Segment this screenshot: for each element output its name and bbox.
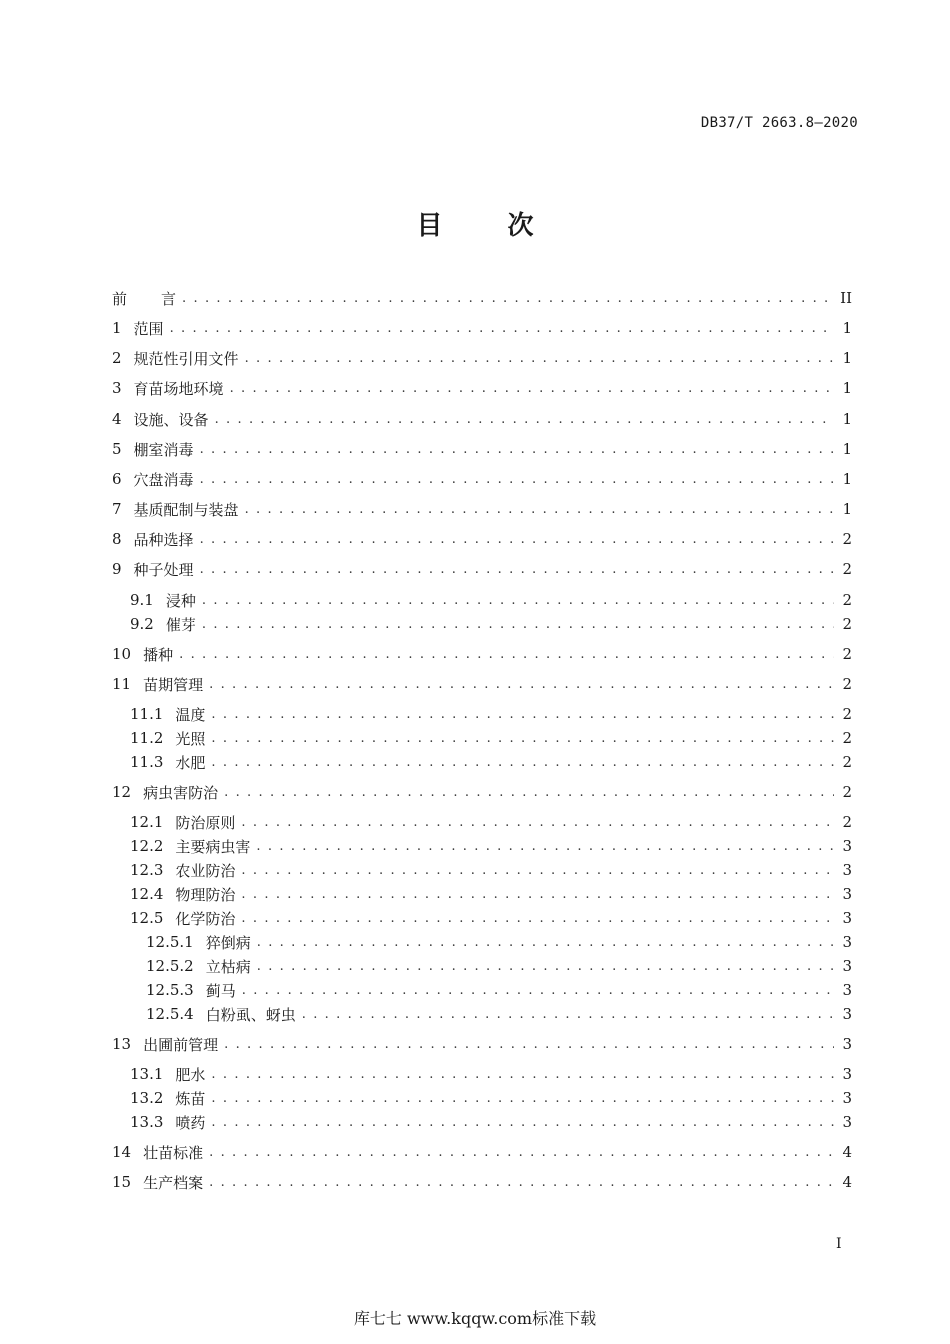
toc-dot-leader [241,863,834,878]
toc-entry-label: 育苗场地环境 [133,379,224,398]
toc-entry-number: 12.5.4 [146,1005,194,1023]
toc-entry-page: 2 [842,591,852,609]
toc-dot-leader [209,677,834,692]
toc-entry-page: 3 [842,1035,852,1053]
toc-dot-leader [215,412,834,427]
toc-dot-leader [202,593,834,608]
toc-entry-page: 1 [842,410,852,428]
toc-dot-leader [224,1037,834,1052]
toc-dot-leader [182,291,834,306]
toc-entry[interactable] [130,1064,852,1084]
toc-dot-leader [256,839,834,854]
toc-entry-number: 12.5.1 [146,933,194,951]
toc-entry[interactable] [112,439,852,459]
toc-entry-number: 13 [112,1035,132,1053]
toc-entry-page: 2 [842,675,852,693]
toc-entry-page: 3 [842,885,852,903]
toc-entry-number: 3 [112,379,122,397]
toc-entry-label: 光照 [175,729,206,748]
toc-entry-page: 3 [842,1005,852,1023]
toc-entry-page: 2 [842,560,852,578]
toc-entry-page: 3 [842,1065,852,1083]
toc-dot-leader [211,755,834,770]
toc-entry-page: 2 [842,530,852,548]
toc-dot-leader [211,1067,834,1082]
toc-dot-leader [200,562,834,577]
toc-entry-page: 2 [842,645,852,663]
toc-dot-leader [200,472,834,487]
toc-entry-label: 基质配制与装盘 [133,500,239,519]
toc-entry-label: 主要病虫害 [175,837,251,856]
toc-dot-leader [241,911,834,926]
toc-entry-page: 3 [842,933,852,951]
toc-entry[interactable] [130,752,852,772]
toc-entry-number: 1 [112,319,122,337]
toc-entry-number: 前 [112,289,128,308]
toc-dot-leader [179,647,834,662]
page-title [0,205,950,242]
toc-entry-number: 8 [112,530,122,548]
toc-entry-label: 防治原则 [175,813,236,832]
toc-dot-leader [200,532,834,547]
toc-dot-leader [257,959,834,974]
toc-entry-label: 喷药 [175,1113,206,1132]
toc-entry[interactable] [130,812,852,832]
toc-entry[interactable] [130,860,852,880]
toc-entry[interactable] [130,908,852,928]
toc-entry[interactable] [112,1172,852,1192]
toc-entry[interactable] [130,728,852,748]
toc-entry-number: 12.1 [130,813,164,831]
toc-entry-label: 物理防治 [175,885,236,904]
toc-entry-number: 12.5.3 [146,981,194,999]
toc-entry-number: 12.5 [130,909,164,927]
toc-entry-page: 2 [842,705,852,723]
toc-entry[interactable] [130,836,852,856]
toc-entry-number: 13.2 [130,1089,164,1107]
toc-dot-leader [241,815,834,830]
toc-entry-page: 1 [842,470,852,488]
toc-entry[interactable] [112,348,852,368]
toc-entry-number: 12 [112,783,132,801]
toc-entry-label: 催芽 [165,615,196,634]
toc-entry-page: 2 [842,615,852,633]
toc-entry[interactable] [130,590,852,610]
toc-entry-label: 壮苗标准 [143,1143,204,1162]
toc-entry-label: 炼苗 [175,1089,206,1108]
toc-entry[interactable] [146,1004,852,1024]
toc-entry[interactable] [146,956,852,976]
toc-entry[interactable] [130,884,852,904]
toc-entry-label: 生产档案 [143,1173,204,1192]
toc-entry-page: 3 [842,1113,852,1131]
toc-entry-label: 农业防治 [175,861,236,880]
toc-entry-page: 3 [842,861,852,879]
toc-entry[interactable] [112,529,852,549]
toc-dot-leader [230,381,834,396]
toc-entry-page: 3 [842,837,852,855]
toc-dot-leader [211,731,834,746]
toc-entry-label: 浸种 [165,591,196,610]
toc-dot-leader [224,785,834,800]
toc-entry-label: 种子处理 [133,560,194,579]
toc-entry-label: 白粉虱、蚜虫 [205,1005,296,1024]
toc-entry-label: 蓟马 [205,981,236,1000]
toc-entry-page: 2 [842,753,852,771]
toc-entry-page: 1 [842,379,852,397]
toc-entry-page: 2 [842,729,852,747]
toc-entry-number: 9 [112,560,122,578]
toc-entry-page: II [840,289,852,307]
toc-entry-page: 4 [842,1173,852,1191]
toc-entry-label: 立枯病 [205,957,251,976]
toc-entry-page: 3 [842,909,852,927]
toc-entry[interactable] [112,782,852,802]
document-code: DB37/T 2663.8—2020 [700,115,858,131]
toc-entry-label: 设施、设备 [133,410,209,429]
toc-entry-number: 11 [112,675,132,693]
toc-entry-label: 范围 [133,319,164,338]
toc-entry-page: 1 [842,440,852,458]
toc-dot-leader [209,1145,834,1160]
toc-entry[interactable] [130,614,852,634]
toc-entry[interactable] [112,469,852,489]
toc-entry-page: 3 [842,981,852,999]
toc-entry-number: 10 [112,645,132,663]
toc-dot-leader [245,351,834,366]
toc-entry-page: 3 [842,1089,852,1107]
toc-dot-leader [211,1115,834,1130]
toc-entry-number: 12.5.2 [146,957,194,975]
toc-dot-leader [170,321,834,336]
toc-entry[interactable] [112,674,852,694]
toc-entry-number: 4 [112,410,122,428]
toc-entry-number: 6 [112,470,122,488]
toc-entry-page: 1 [842,349,852,367]
toc-entry[interactable] [112,499,852,519]
toc-entry-number: 12.4 [130,885,164,903]
toc-entry-label: 水肥 [175,753,206,772]
toc-entry-number: 9.1 [130,591,154,609]
toc-entry-label: 棚室消毒 [133,440,194,459]
toc-entry-number: 11.1 [130,705,164,723]
toc-entry-label: 品种选择 [133,530,194,549]
toc-dot-leader [211,707,834,722]
toc-entry[interactable] [146,932,852,952]
toc-entry-label: 言 [161,289,177,308]
toc-entry[interactable] [112,644,852,664]
toc-entry[interactable] [112,288,852,308]
toc-dot-leader [241,887,834,902]
toc-dot-leader [242,983,834,998]
footer-watermark: 库七七 www.kqqw.com标准下载 [353,1309,597,1328]
toc-entry-label: 病虫害防治 [143,783,219,802]
toc-entry-number: 2 [112,349,122,367]
toc-entry-label: 猝倒病 [205,933,251,952]
toc-entry-number: 11.2 [130,729,164,747]
toc-entry[interactable] [112,1142,852,1162]
toc-entry-label: 苗期管理 [143,675,204,694]
toc-entry[interactable] [112,318,852,338]
toc-entry-number: 9.2 [130,615,154,633]
toc-entry[interactable] [112,409,852,429]
toc-entry[interactable] [130,704,852,724]
toc-entry-label: 播种 [143,645,174,664]
toc-dot-leader [209,1175,834,1190]
toc-entry-number: 11.3 [130,753,164,771]
toc-dot-leader [257,935,834,950]
toc-entry-number: 13.1 [130,1065,164,1083]
toc-entry-label: 规范性引用文件 [133,349,239,368]
toc-dot-leader [202,617,834,632]
toc-entry-label: 肥水 [175,1065,206,1084]
toc-entry-page: 2 [842,783,852,801]
title-char-2: 次 [507,211,534,241]
toc-entry-page: 4 [842,1143,852,1161]
toc-entry-label: 温度 [175,705,206,724]
toc-entry[interactable] [146,980,852,1000]
toc-entry-page: 3 [842,957,852,975]
toc-entry[interactable] [130,1112,852,1132]
toc-entry-number: 14 [112,1143,132,1161]
toc-entry-number: 12.3 [130,861,164,879]
toc-dot-leader [211,1091,834,1106]
toc-entry-page: 1 [842,500,852,518]
toc-entry[interactable] [130,1088,852,1108]
toc-entry-number: 5 [112,440,122,458]
toc-dot-leader [245,502,834,517]
toc-entry[interactable] [112,1034,852,1054]
toc-entry-label: 出圃前管理 [143,1035,219,1054]
toc-entry-page: 2 [842,813,852,831]
toc-entry[interactable] [112,559,852,579]
toc-dot-leader [302,1007,834,1022]
toc-entry-number: 13.3 [130,1113,164,1131]
toc-entry-number: 12.2 [130,837,164,855]
page-number: I [836,1236,842,1252]
toc-entry-label: 化学防治 [175,909,236,928]
toc-entry[interactable] [112,378,852,398]
toc-dot-leader [200,442,834,457]
toc-entry-number: 15 [112,1173,132,1191]
toc-entry-page: 1 [842,319,852,337]
toc-entry-label: 穴盘消毒 [133,470,194,489]
title-char-1: 目 [416,211,443,241]
toc-entry-number: 7 [112,500,122,518]
